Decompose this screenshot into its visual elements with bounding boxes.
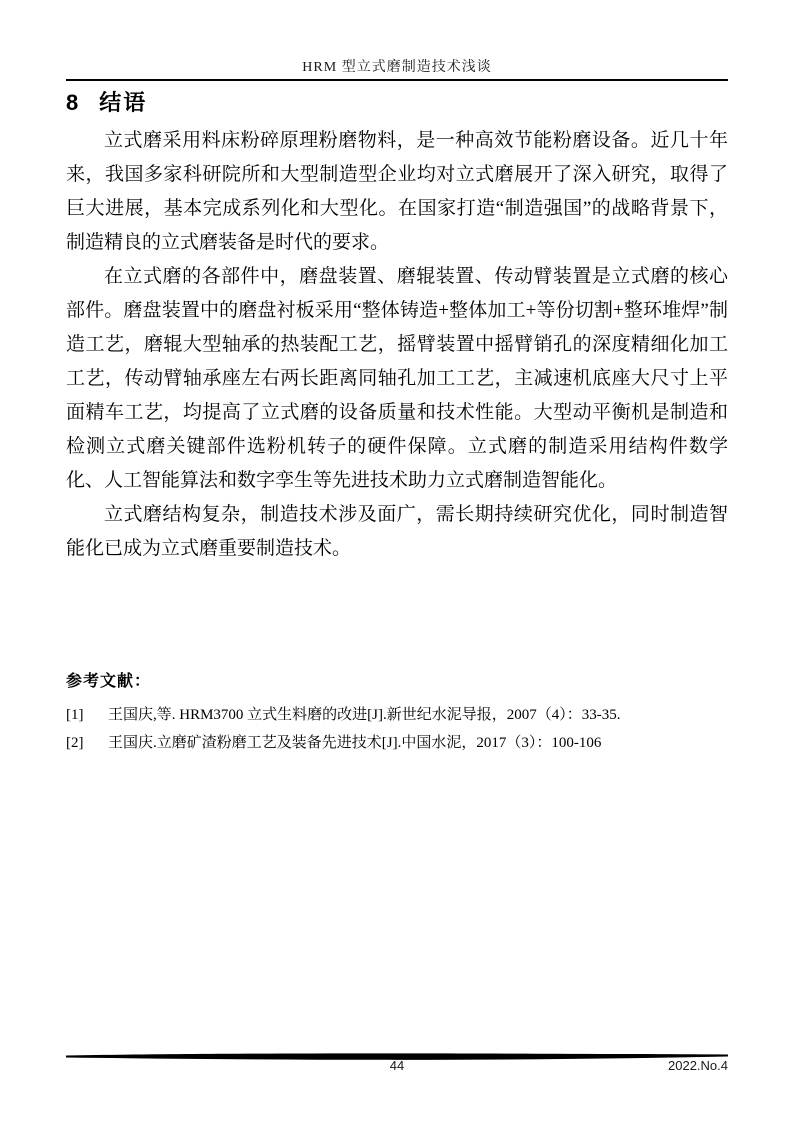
- header-rule: [66, 79, 728, 81]
- reference-index: [2]: [66, 735, 84, 751]
- section-title: 结语: [99, 90, 148, 115]
- running-head-title: HRM 型立式磨制造技术浅谈: [302, 60, 492, 75]
- reference-index: [1]: [66, 707, 84, 723]
- paragraph-2: 在立式磨的各部件中，磨盘装置、磨辊装置、传动臂装置是立式磨的核心部件。磨盘装置中的磨盘衬板采用“整体铸造+整体加工+等份切割+整环堆焊”制造工艺，磨辊大型轴承的热装配工艺，摇臂装置中摇臂销孔的深度精细化加工工艺，传动臂轴承座左右两长距离同轴孔加工工艺，主减速机底座大尺寸上平面精车工艺，均提高了立式磨的设备质量和技术性能。大型动平衡机是制造和检测立式磨关键部件选粉机转子的硬件保障。立式磨的制造采用结构件数学化、人工智能算法和数字孪生等先进技术助力立式磨制造智能化。: [66, 266, 728, 491]
- paragraph-3: 立式磨结构复杂，制造技术涉及面广，需长期持续研究优化，同时制造智能化已成为立式磨重要制造技术。: [66, 504, 728, 559]
- paragraph-1: 立式磨采用料床粉碎原理粉磨物料，是一种高效节能粉磨设备。近几十年来，我国多家科研院所和大型制造型企业均对立式磨展开了深入研究，取得了巨大进展，基本完成系列化和大型化。在国家打造“制造强国”的战略背景下，制造精良的立式磨装备是时代的要求。: [66, 130, 728, 253]
- section-heading: [66, 86, 147, 117]
- references-heading: 参考文献：: [66, 673, 152, 690]
- reference-text: 王国庆.立磨矿渣粉磨工艺及装备先进技术[J].中国水泥，2017（3）：100-106: [108, 735, 602, 751]
- issue-number: 2022.No.4: [668, 1058, 728, 1073]
- reference-item: [66, 729, 728, 757]
- page-number: 44: [389, 1058, 405, 1073]
- reference-text: 王国庆,等. HRM3700 立式生料磨的改进[J].新世纪水泥导报，2007（4）：33-35.: [108, 707, 621, 723]
- section-number: 8: [66, 90, 80, 115]
- reference-item: [66, 701, 728, 729]
- references-section: [66, 668, 728, 757]
- page-footer: [66, 1058, 728, 1076]
- body-text: [66, 124, 728, 566]
